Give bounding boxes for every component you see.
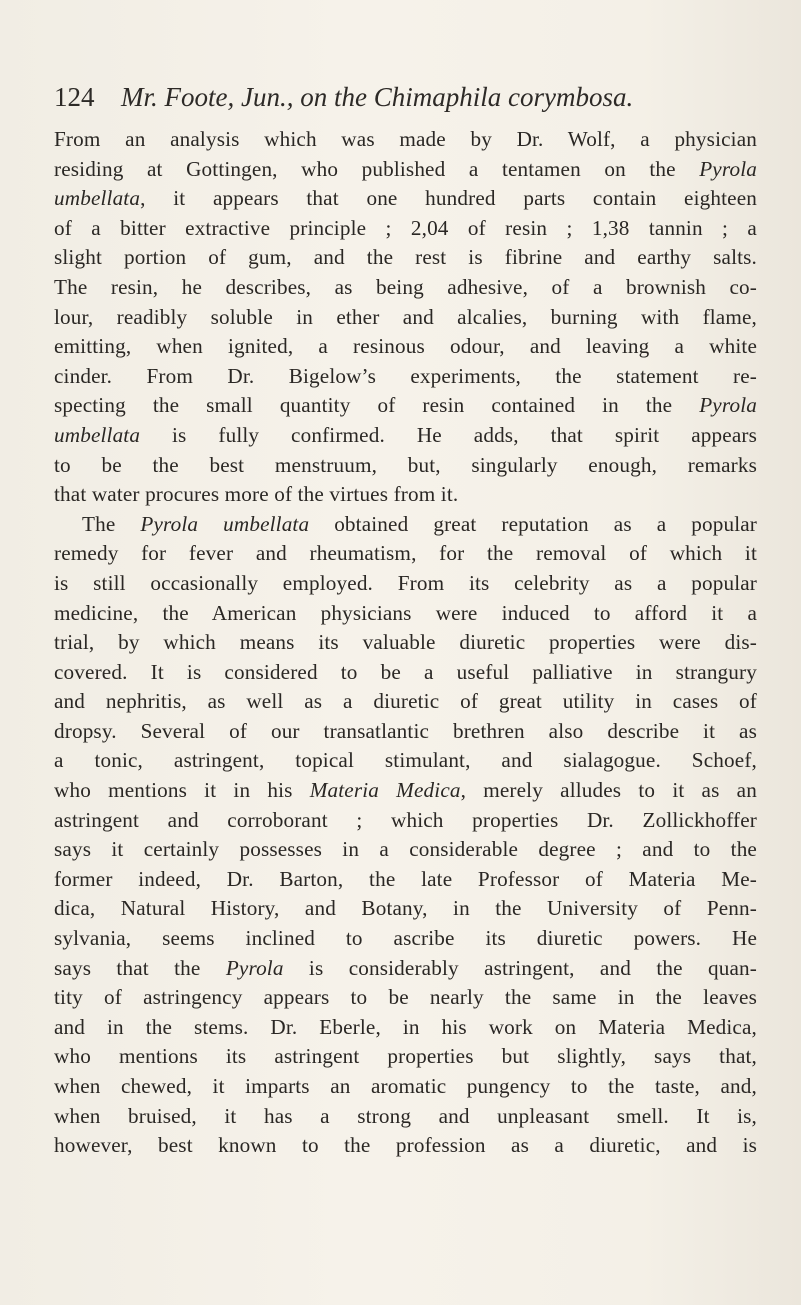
text-line: and nephritis, as well as a diuretic of great utility in cases of — [54, 689, 757, 714]
text-line: dica, Natural History, and Botany, in the University of Penn- — [54, 896, 757, 921]
text-line: medicine, the American physicians were induced to afford it a — [54, 600, 757, 625]
text-line: tity of astringency appears to be nearly the same in the leaves — [54, 985, 757, 1010]
italic-term: Pyrola umbellata — [140, 511, 310, 536]
running-head-title: Mr. Foote, Jun., on the Chimaphila corymbosa. — [121, 82, 634, 112]
text-line: cinder. From Dr. Bigelow’s experiments, the statement re- — [54, 363, 757, 388]
italic-term: Pyrola — [225, 955, 284, 980]
running-head — [54, 80, 774, 114]
body-text — [54, 125, 757, 1161]
text-line: sylvania, seems inclined to ascribe its diuretic powers. He — [54, 926, 757, 951]
text-line: slight portion of gum, and the rest is fibrine and earthy salts. — [54, 245, 757, 270]
italic-term: Pyrola — [699, 393, 757, 418]
text-line: emitting, when ignited, a resinous odour, and leaving a white — [54, 334, 757, 359]
text-line: remedy for fever and rheumatism, for the removal of which it — [54, 541, 757, 566]
text-line: specting the small quantity of resin contained in the Pyrola — [54, 393, 757, 418]
text-line: dropsy. Several of our transatlantic brethren also describe it as — [54, 718, 757, 743]
text-line: residing at Gottingen, who published a tentamen on the Pyrola — [54, 156, 757, 181]
text-line: trial, by which means its valuable diuretic properties were dis- — [54, 630, 757, 655]
text-line: lour, readibly soluble in ether and alcalies, burning with flame, — [54, 304, 757, 329]
text-line: says that the Pyrola is considerably astringent, and the quan- — [54, 955, 757, 980]
text-line: says it certainly possesses in a considerable degree ; and to the — [54, 837, 757, 862]
text-line: umbellata is fully confirmed. He adds, that spirit appears — [54, 422, 757, 447]
page-number: 124 — [54, 82, 95, 112]
text-line: who mentions its astringent properties but slightly, says that, — [54, 1044, 757, 1069]
text-line: The resin, he describes, as being adhesive, of a brownish co- — [54, 274, 757, 299]
text-line: who mentions it in his Materia Medica, merely alludes to it as an — [54, 778, 757, 803]
text-line: covered. It is considered to be a useful palliative in strangury — [54, 659, 757, 684]
italic-term: umbellata — [54, 422, 141, 447]
text-line: however, best known to the profession as a diuretic, and is — [54, 1133, 757, 1158]
text-line: of a bitter extractive principle ; 2,04 of resin ; 1,38 tannin ; a — [54, 215, 757, 240]
text-line: to be the best menstruum, but, singularly enough, remarks — [54, 452, 757, 477]
italic-term: umbellata — [54, 186, 141, 211]
text-line: that water procures more of the virtues from it. — [54, 482, 459, 507]
text-line: From an analysis which was made by Dr. Wolf, a physician — [54, 127, 757, 151]
italic-term: Materia Medica — [309, 778, 461, 803]
italic-term: Pyrola — [699, 156, 757, 181]
text-line: former indeed, Dr. Barton, the late Professor of Materia Me- — [54, 866, 757, 891]
text-line: and in the stems. Dr. Eberle, in his work on Materia Medica, — [54, 1014, 757, 1039]
text-line: astringent and corroborant ; which properties Dr. Zollickhoffer — [54, 807, 757, 832]
text-line: The Pyrola umbellata obtained great reputation as a popular — [82, 511, 757, 536]
text-line: a tonic, astringent, topical stimulant, and sialagogue. Schoef, — [54, 748, 757, 773]
text-line: when chewed, it imparts an aromatic pungency to the taste, and, — [54, 1074, 757, 1098]
text-line: is still occasionally employed. From its celebrity as a popular — [54, 570, 757, 595]
text-line: when bruised, it has a strong and unpleasant smell. It is, — [54, 1103, 757, 1128]
text-line: umbellata, it appears that one hundred parts contain eighteen — [54, 186, 757, 211]
